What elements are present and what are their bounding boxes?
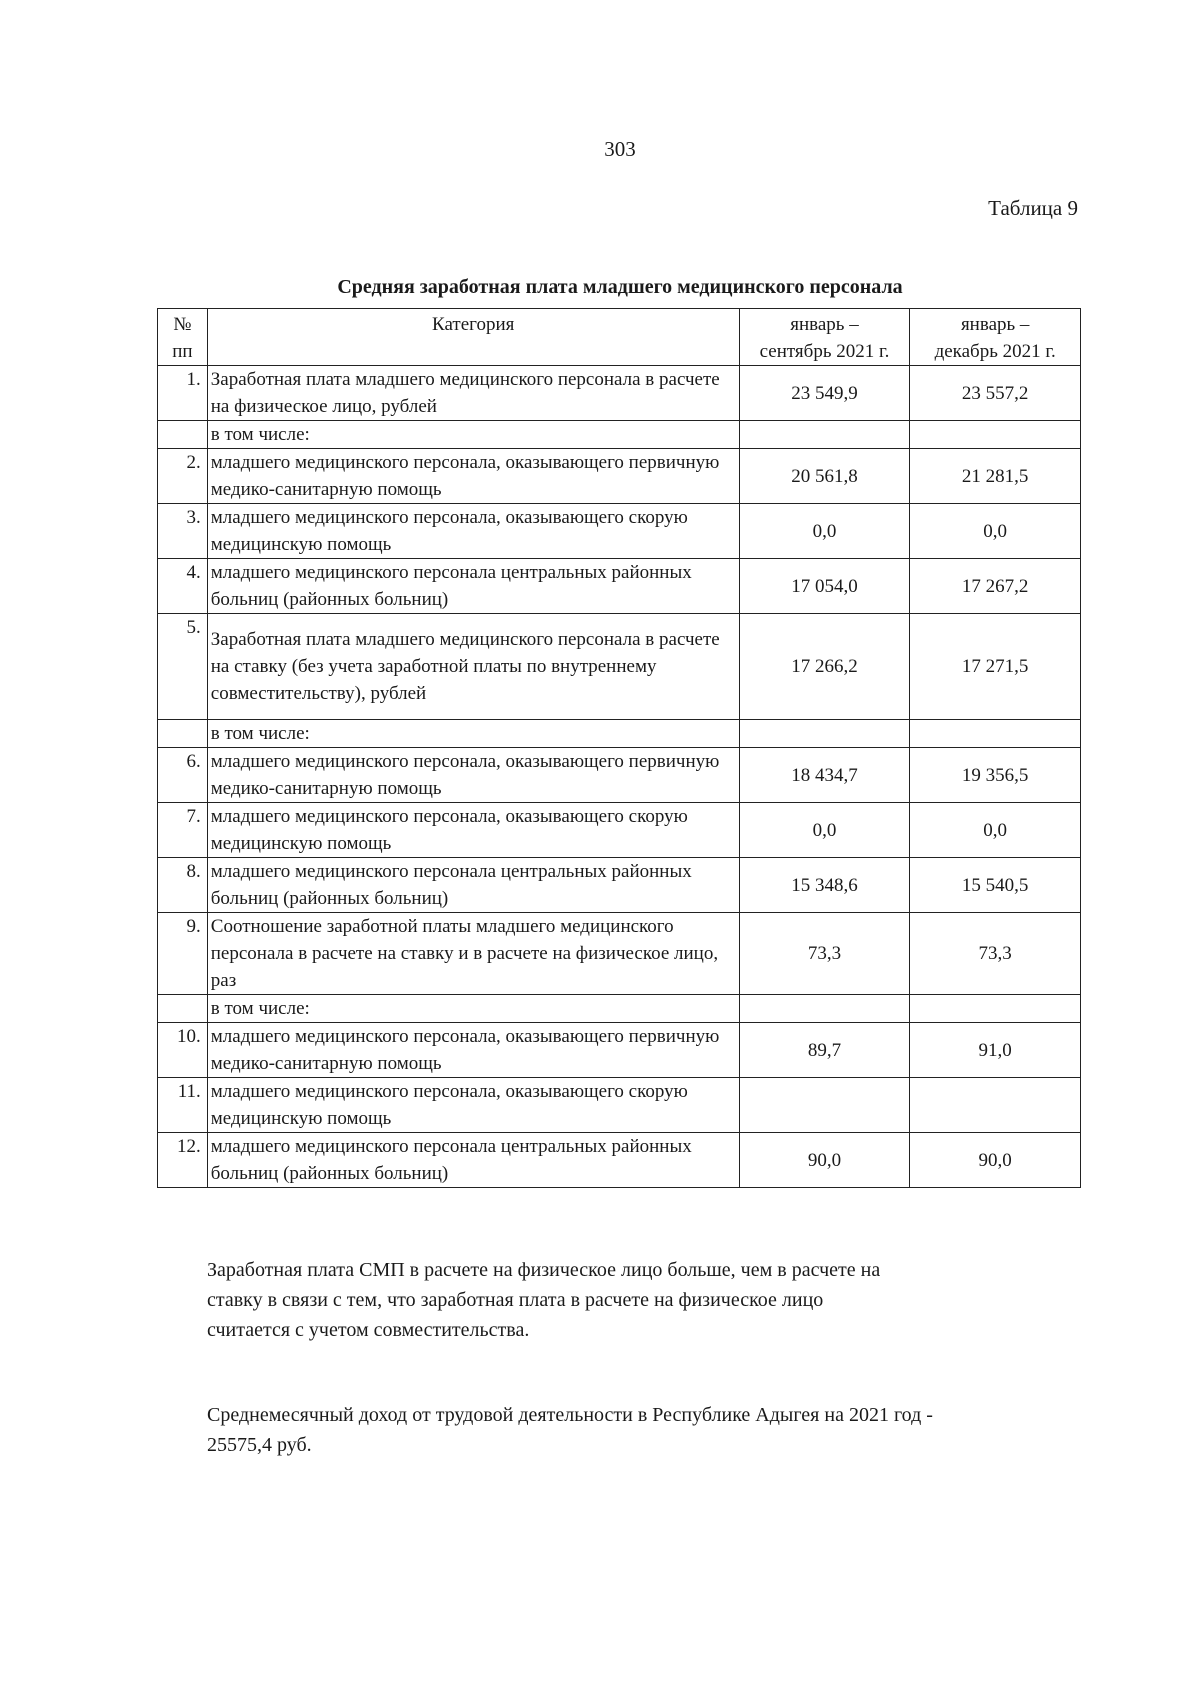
row-number <box>158 995 208 1023</box>
row-number: 12. <box>158 1133 208 1188</box>
table-row <box>158 1133 1081 1188</box>
header-category: Категория <box>207 309 739 366</box>
row-category: младшего медицинского персонала центральных районных больниц (районных больниц) <box>207 858 739 913</box>
row-value-period2: 90,0 <box>910 1133 1081 1188</box>
row-value-period1: 23 549,9 <box>739 366 910 421</box>
row-value-period2: 91,0 <box>910 1023 1081 1078</box>
header-num <box>158 309 208 366</box>
row-value-period1: 0,0 <box>739 803 910 858</box>
row-number: 1. <box>158 366 208 421</box>
note-salary-explanation: Заработная плата СМП в расчете на физическое лицо больше, чем в расчете на ставку в связи с тем, что заработная плата в расчете на физическое лицо считается с учетом совместительства. <box>207 1259 881 1341</box>
row-value-period1: 15 348,6 <box>739 858 910 913</box>
table-row <box>158 504 1081 559</box>
table-row <box>158 366 1081 421</box>
row-value-period2: 17 267,2 <box>910 559 1081 614</box>
table-row <box>158 803 1081 858</box>
table-row <box>158 614 1081 720</box>
row-value-period2: 17 271,5 <box>910 614 1081 720</box>
row-value-period1 <box>739 1078 910 1133</box>
header-num-line2: пп <box>172 341 193 362</box>
row-category: в том числе: <box>207 995 739 1023</box>
row-category: младшего медицинского персонала центральных районных больниц (районных больниц) <box>207 559 739 614</box>
row-category: младшего медицинского персонала центральных районных больниц (районных больниц) <box>207 1133 739 1188</box>
row-number <box>158 720 208 748</box>
row-category: младшего медицинского персонала, оказывающего скорую медицинскую помощь <box>207 803 739 858</box>
table-title: Средняя заработная плата младшего медицинского персонала <box>337 276 903 298</box>
row-value-period1 <box>739 995 910 1023</box>
table-label: Таблица 9 <box>988 196 1078 220</box>
table-header-row <box>158 309 1081 366</box>
table-row <box>158 1078 1081 1133</box>
row-category: младшего медицинского персонала, оказывающего первичную медико-санитарную помощь <box>207 748 739 803</box>
row-number: 6. <box>158 748 208 803</box>
row-value-period2: 19 356,5 <box>910 748 1081 803</box>
header-period1-line1: январь – <box>790 314 859 335</box>
row-value-period2: 0,0 <box>910 803 1081 858</box>
row-category: младшего медицинского персонала, оказывающего первичную медико-санитарную помощь <box>207 1023 739 1078</box>
note-average-income: Среднемесячный доход от трудовой деятельности в Республике Адыгея на 2021 год - 25575,4 руб. <box>207 1404 933 1456</box>
header-num-line1: № <box>173 314 192 335</box>
row-category: младшего медицинского персонала, оказывающего скорую медицинскую помощь <box>207 504 739 559</box>
row-number: 5. <box>158 614 208 720</box>
row-number: 2. <box>158 449 208 504</box>
row-category: младшего медицинского персонала, оказывающего первичную медико-санитарную помощь <box>207 449 739 504</box>
table-body <box>158 366 1081 1188</box>
row-category: в том числе: <box>207 421 739 449</box>
page-number: 303 <box>604 137 636 161</box>
row-value-period2: 0,0 <box>910 504 1081 559</box>
row-value-period1: 90,0 <box>739 1133 910 1188</box>
table-row <box>158 995 1081 1023</box>
row-value-period2: 15 540,5 <box>910 858 1081 913</box>
table-row <box>158 858 1081 913</box>
row-number: 9. <box>158 913 208 995</box>
row-value-period1: 17 054,0 <box>739 559 910 614</box>
row-number <box>158 421 208 449</box>
row-number: 3. <box>158 504 208 559</box>
row-value-period1: 17 266,2 <box>739 614 910 720</box>
row-value-period1: 0,0 <box>739 504 910 559</box>
row-value-period2: 73,3 <box>910 913 1081 995</box>
table-row <box>158 449 1081 504</box>
salary-table <box>157 308 1081 1188</box>
table-row <box>158 559 1081 614</box>
row-category: младшего медицинского персонала, оказывающего скорую медицинскую помощь <box>207 1078 739 1133</box>
header-period2-line2: декабрь 2021 г. <box>934 341 1056 362</box>
row-value-period1: 18 434,7 <box>739 748 910 803</box>
header-period1-line2: сентябрь 2021 г. <box>759 341 890 362</box>
row-value-period1: 73,3 <box>739 913 910 995</box>
row-number: 8. <box>158 858 208 913</box>
row-category: Заработная плата младшего медицинского персонала в расчете на ставку (без учета заработной платы по внутреннему совместительству), рублей <box>207 614 739 720</box>
row-number: 10. <box>158 1023 208 1078</box>
row-value-period2 <box>910 995 1081 1023</box>
row-value-period1: 20 561,8 <box>739 449 910 504</box>
row-value-period2 <box>910 720 1081 748</box>
row-value-period2 <box>910 421 1081 449</box>
row-value-period2: 21 281,5 <box>910 449 1081 504</box>
table-row <box>158 913 1081 995</box>
row-number: 4. <box>158 559 208 614</box>
row-value-period1 <box>739 421 910 449</box>
table-row <box>158 1023 1081 1078</box>
row-value-period2: 23 557,2 <box>910 366 1081 421</box>
row-value-period2 <box>910 1078 1081 1133</box>
row-value-period1 <box>739 720 910 748</box>
row-value-period1: 89,7 <box>739 1023 910 1078</box>
table-row <box>158 748 1081 803</box>
row-number: 7. <box>158 803 208 858</box>
row-category: Соотношение заработной платы младшего медицинского персонала в расчете на ставку и в расчете на физическое лицо, раз <box>207 913 739 995</box>
row-category: в том числе: <box>207 720 739 748</box>
table-row <box>158 421 1081 449</box>
header-period1 <box>739 309 910 366</box>
row-number: 11. <box>158 1078 208 1133</box>
header-period2-line1: январь – <box>960 314 1030 335</box>
row-category: Заработная плата младшего медицинского персонала в расчете на физическое лицо, рублей <box>207 366 739 421</box>
header-period2 <box>910 309 1081 366</box>
table-row <box>158 720 1081 748</box>
